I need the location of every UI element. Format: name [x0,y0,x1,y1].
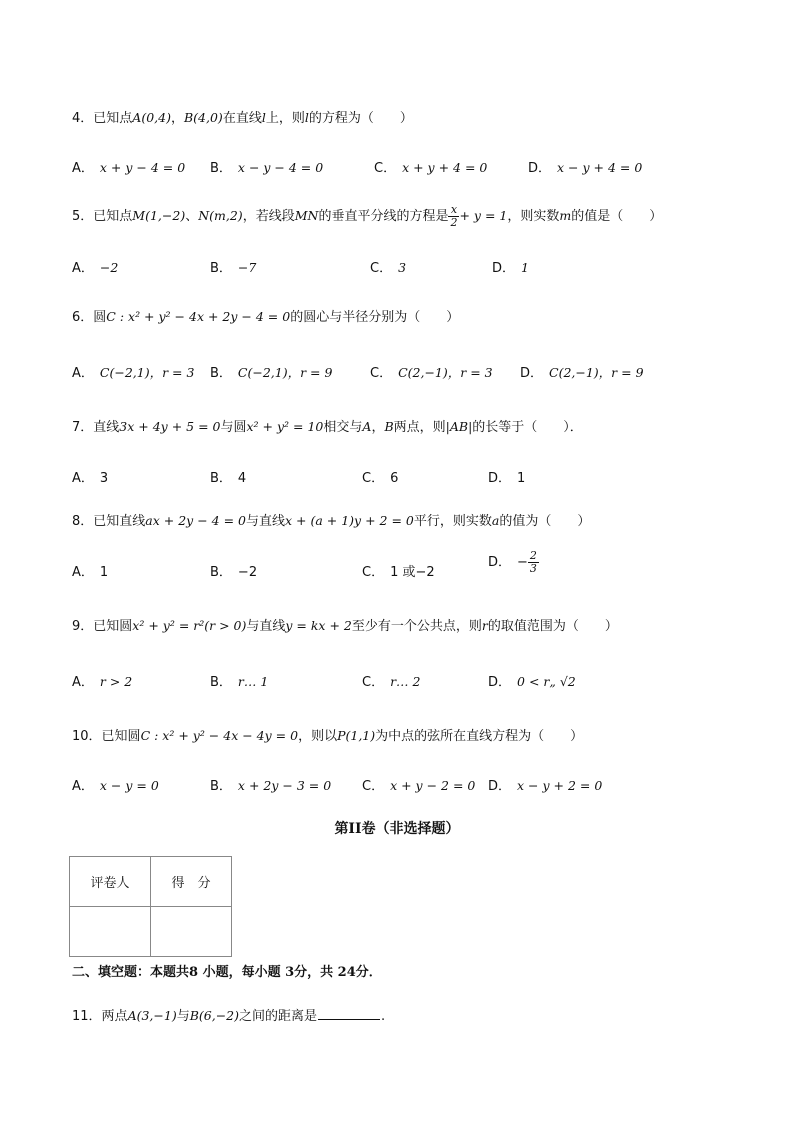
option-expr: 1 [517,471,526,486]
question-text: 的取值范围为（ ） [487,619,618,634]
fraction-denominator: 3 [529,562,537,575]
option-expr: x − y + 4 = 0 [557,160,643,175]
option-expr: 0 < r„ √2 [517,674,576,689]
question-number: 10． [72,729,102,744]
question-text: ，若线段 [242,209,295,224]
question-4 [72,107,413,126]
question-text: ， [170,111,184,126]
math-expr: l [304,110,309,125]
option-c[interactable] [362,561,435,580]
question-text: 的值为（ ） [499,514,591,529]
question-number: 4． [72,111,94,126]
question-text: 已知圆 [93,619,133,634]
option-label: D． [488,471,512,486]
option-label: B． [210,161,232,176]
option-a[interactable] [72,257,118,276]
question-number: 9． [72,619,94,634]
option-label: C． [362,779,385,794]
math-expr: B(4,0) [183,110,223,125]
option-b[interactable] [210,257,256,276]
option-c[interactable] [362,467,398,486]
option-expr: 6 [390,471,399,486]
math-expr: A(3,−1) [127,1008,177,1023]
math-expr: x² + y² = r²(r > 0) [132,618,247,633]
math-expr: MN [294,208,319,223]
question-text: 与圆 [220,420,247,435]
question-text: 相交与 [323,420,363,435]
score-table [69,856,232,957]
question-text: ，则实数 [507,209,560,224]
math-expr: x² + y² = 10 [246,419,324,434]
option-a[interactable] [72,157,185,176]
option-label: D． [488,555,512,570]
fraction [448,204,459,229]
option-c[interactable] [362,775,475,794]
option-a[interactable] [72,362,194,381]
math-expr: B(6,−2) [189,1008,240,1023]
fill-section-title: 二、填空题：本题共8 小题，每小题 3分，共 24分． [72,965,382,980]
option-label: B． [210,261,232,276]
question-number: 5． [72,209,94,224]
math-expr: + y = 1 [459,208,508,223]
question-text: 之间的距离是 [239,1009,318,1024]
option-label: A． [72,471,94,486]
option-expr: r > 2 [99,674,133,689]
option-expr: r… 2 [390,674,421,689]
option-expr: − [517,555,528,570]
option-expr: x + y − 2 = 0 [390,778,476,793]
option-c[interactable] [370,257,406,276]
question-text: 的长等于（ ）． [472,420,583,435]
question-text: 的值是（ ） [571,209,663,224]
option-expr: 1 [99,565,109,580]
question-text: . [381,1009,386,1024]
option-expr: 1 或−2 [390,565,435,580]
option-expr: x + y + 4 = 0 [402,160,488,175]
math-expr: ax + 2y − 4 = 0 [145,513,246,528]
option-label: A． [72,261,94,276]
option-label: B． [210,366,232,381]
option-d[interactable] [492,257,529,276]
option-d[interactable] [488,671,576,690]
option-label: D． [528,161,552,176]
option-label: C． [370,261,393,276]
option-expr: 4 [237,471,247,486]
option-expr: x − y − 4 = 0 [237,160,324,175]
option-b[interactable] [210,362,332,381]
option-expr: C(−2,1)，r = 3 [99,365,195,380]
option-label: C． [362,565,385,580]
math-expr: x + (a + 1)y + 2 = 0 [285,513,414,528]
score-cell[interactable] [151,907,232,957]
grader-cell[interactable] [70,907,151,957]
question-text: 圆 [93,310,107,325]
option-d[interactable] [488,775,602,794]
option-expr: x − y = 0 [99,778,159,793]
answer-blank[interactable] [318,1007,380,1020]
math-expr: N(m,2) [198,208,243,223]
option-a[interactable] [72,671,132,690]
option-expr: −2 [237,565,258,580]
question-text: 与 [176,1009,190,1024]
math-expr: A [362,419,372,434]
fraction [528,550,539,575]
math-expr: C : x² + y² − 4x − 4y = 0 [140,728,299,743]
question-6 [72,306,459,325]
question-number: 8． [72,514,94,529]
option-a[interactable] [72,775,159,794]
option-d[interactable] [488,467,525,486]
math-expr: m [559,208,572,223]
table-row [70,907,232,957]
option-expr: −2 [99,260,119,275]
option-label: B． [210,779,232,794]
option-b[interactable] [210,775,331,794]
math-expr: P(1,1) [337,728,376,743]
option-b[interactable] [210,157,323,176]
question-11 [72,1005,385,1024]
fraction-numerator: 2 [529,549,537,562]
question-text: 与直线 [246,619,286,634]
option-label: B． [210,471,232,486]
option-label: D． [492,261,516,276]
option-d[interactable] [488,550,539,575]
math-expr: A(0,4) [132,110,171,125]
question-9 [72,615,618,634]
math-expr: l [261,110,266,125]
option-c[interactable] [362,671,420,690]
question-text: 、 [185,209,199,224]
question-text: 的方程为（ ） [308,111,413,126]
section-title: 第II卷（非选择题） [334,821,460,837]
option-label: A． [72,366,94,381]
fraction-denominator: 2 [450,216,458,229]
math-expr: M(1,−2) [132,208,186,223]
math-expr: B [384,419,394,434]
question-text: 为中点的弦所在直线方程为（ ） [375,729,584,744]
math-expr: r [481,618,488,633]
option-expr: r… 1 [237,674,269,689]
option-b[interactable] [210,671,268,690]
option-label: A． [72,779,94,794]
option-expr: 3 [99,471,109,486]
option-label: D． [520,366,544,381]
math-expr: |AB| [445,419,473,434]
question-number: 11． [72,1009,102,1024]
option-a[interactable] [72,561,108,580]
math-expr: 3x + 4y + 5 = 0 [119,419,221,434]
question-10 [72,725,583,744]
option-expr: x + 2y − 3 = 0 [237,778,332,793]
option-label: C． [370,366,393,381]
question-text: 的垂直平分线的方程是 [318,209,449,224]
option-label: B． [210,675,232,690]
option-label: A． [72,675,94,690]
option-d[interactable] [528,157,642,176]
option-expr: C(2,−1)，r = 3 [398,365,493,380]
question-text: 两点 [101,1009,128,1024]
question-text: 两点，则 [393,420,446,435]
question-text: 已知点 [93,209,133,224]
math-expr: a [491,513,500,528]
question-8 [72,510,590,529]
option-expr: −7 [237,260,257,275]
option-c[interactable] [374,157,487,176]
question-text: ， [371,420,385,435]
question-text: 在直线 [222,111,262,126]
option-label: A． [72,565,94,580]
fraction-numerator: x [448,204,459,217]
option-expr: x − y + 2 = 0 [517,778,603,793]
option-expr: C(2,−1)，r = 9 [549,365,644,380]
question-text: 至少有一个公共点，则 [351,619,482,634]
option-label: C． [362,471,385,486]
math-expr: y = kx + 2 [285,618,352,633]
table-header-score: 得 分 [151,857,232,907]
question-text: 已知直线 [93,514,146,529]
question-text: 平行，则实数 [413,514,492,529]
option-c[interactable] [370,362,493,381]
question-7 [72,416,583,435]
option-expr: 3 [398,260,407,275]
option-a[interactable] [72,467,108,486]
option-expr: C(−2,1)，r = 9 [237,365,333,380]
table-header-grader: 评卷人 [70,857,151,907]
option-expr: 1 [521,260,529,275]
option-b[interactable] [210,467,246,486]
question-text: 已知点 [93,111,133,126]
option-expr: x + y − 4 = 0 [99,160,186,175]
option-d[interactable] [520,362,644,381]
table-row [70,857,232,907]
option-label: C． [362,675,385,690]
question-text: ，则以 [298,729,338,744]
option-b[interactable] [210,561,257,580]
question-text: 直线 [93,420,120,435]
question-text: 的圆心与半径分别为（ ） [290,310,460,325]
question-5 [72,204,662,229]
question-text: 已知圆 [101,729,141,744]
option-label: B． [210,565,232,580]
option-label: D． [488,779,512,794]
question-number: 6． [72,310,94,325]
option-label: C． [374,161,397,176]
math-expr: C : x² + y² − 4x + 2y − 4 = 0 [106,309,291,324]
question-number: 7． [72,420,94,435]
question-text: 上，则 [265,111,305,126]
question-text: 与直线 [245,514,285,529]
option-label: D． [488,675,512,690]
option-label: A． [72,161,94,176]
